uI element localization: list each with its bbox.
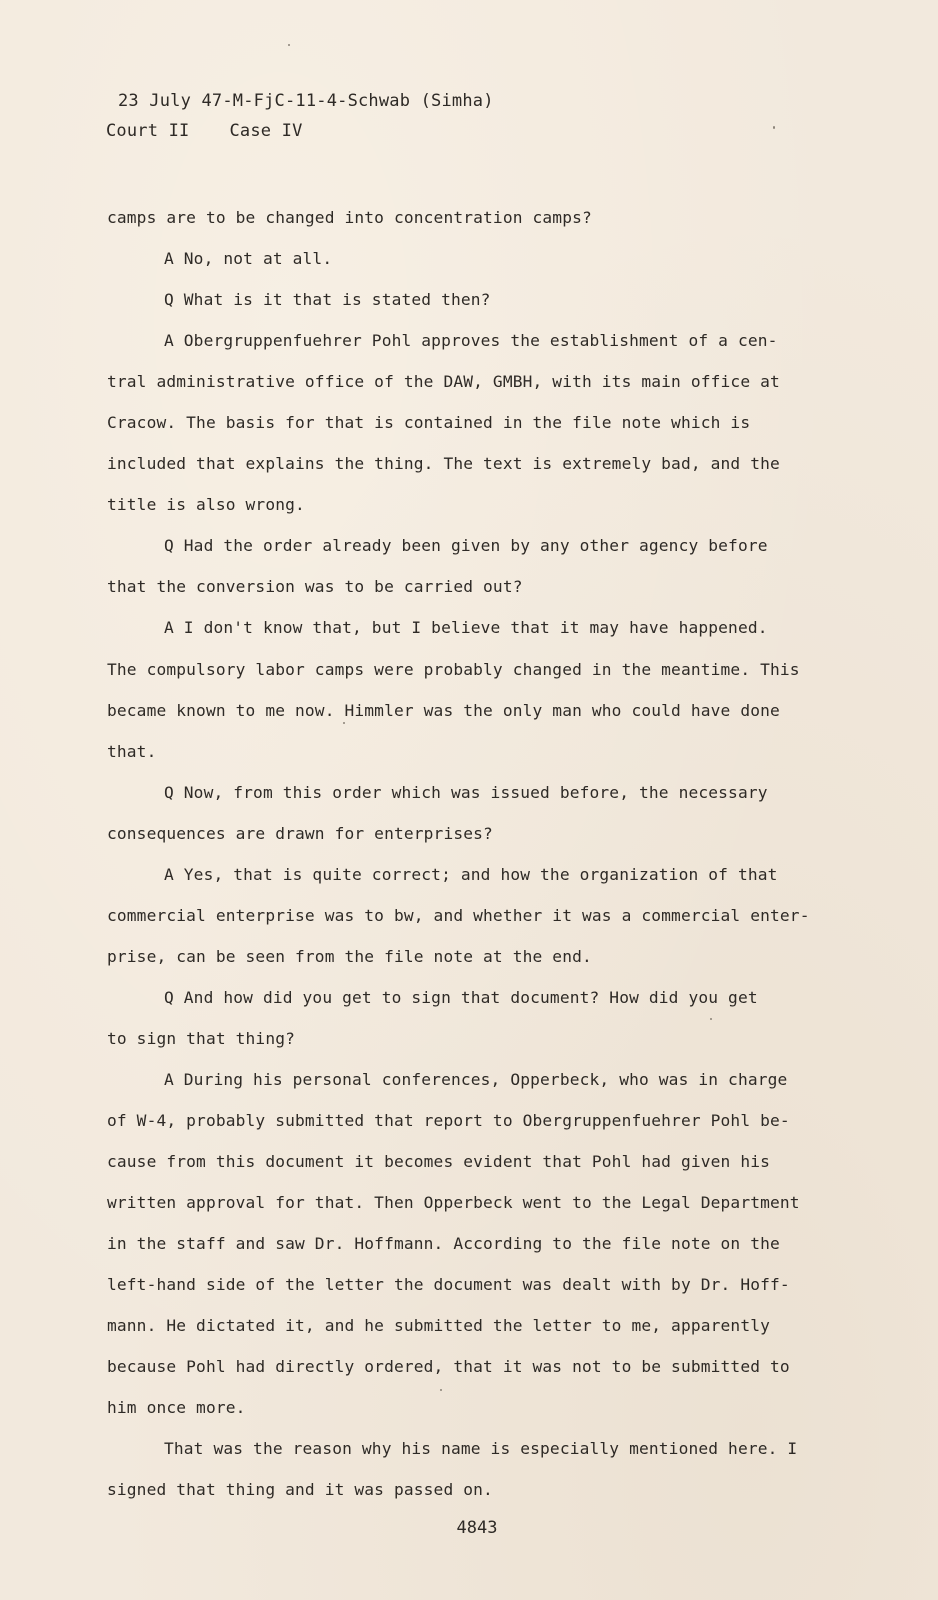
transcript-body [107, 197, 837, 1511]
text-line: A Obergruppenfuehrer Pohl approves the establishment of a cen- [164, 331, 778, 351]
text-line: Cracow. The basis for that is contained in the file note which is [107, 413, 751, 433]
text-line: in the staff and saw Dr. Hoffmann. According to the file note on the [107, 1234, 780, 1254]
text-line: Q What is it that is stated then? [164, 290, 491, 310]
text-line: A I don't know that, but I believe that it may have happened. [164, 618, 768, 638]
text-line: included that explains the thing. The text is extremely bad, and the [107, 454, 780, 474]
text-line: cause from this document it becomes evident that Pohl had given his [107, 1152, 771, 1172]
header-case: Case IV [229, 121, 303, 141]
page-number: 4843 [456, 1518, 498, 1538]
paper-speck [710, 1018, 712, 1020]
text-line: became known to me now. Himmler was the only man who could have done [107, 700, 780, 720]
paper-speck [440, 1389, 442, 1391]
text-line: written approval for that. Then Opperbeck went to the Legal Department [107, 1193, 800, 1213]
header-court-case [106, 116, 494, 146]
text-line: commercial enterprise was to bw, and whether it was a commercial enter- [107, 905, 810, 925]
text-line: A During his personal conferences, Opperbeck, who was in charge [164, 1069, 788, 1089]
text-line: Q Had the order already been given by any other agency before [164, 536, 768, 556]
paper-speck [288, 44, 290, 46]
paper-speck [773, 126, 775, 129]
header-court: Court II [106, 121, 190, 141]
text-line: A Yes, that is quite correct; and how the organization of that [164, 864, 778, 884]
text-line: of W-4, probably submitted that report to Obergruppenfuehrer Pohl be- [107, 1111, 790, 1131]
text-line: mann. He dictated it, and he submitted the letter to me, apparently [107, 1316, 771, 1336]
text-line: tral administrative office of the DAW, GMBH, with its main office at [107, 372, 780, 392]
text-line: title is also wrong. [107, 495, 305, 515]
text-line: prise, can be seen from the file note at the end. [107, 946, 592, 966]
transcript-header [106, 86, 494, 146]
text-line: that the conversion was to be carried out? [107, 577, 523, 597]
text-line: camps are to be changed into concentration camps? [107, 208, 592, 227]
text-line: to sign that thing? [107, 1028, 296, 1048]
text-line: Q And how did you get to sign that document? How did you get [164, 987, 758, 1007]
header-date-reference: 23 July 47-M-FjC-11-4-Schwab (Simha) [118, 91, 494, 111]
paper-speck [343, 722, 345, 724]
text-line: because Pohl had directly ordered, that it was not to be submitted to [107, 1357, 790, 1377]
text-line: The compulsory labor camps were probably changed in the meantime. This [107, 659, 800, 679]
text-line: that. [107, 741, 157, 761]
text-line: Q Now, from this order which was issued before, the necessary [164, 782, 768, 802]
text-line: A No, not at all. [164, 249, 333, 269]
text-line: signed that thing and it was passed on. [107, 1480, 493, 1500]
text-line: left-hand side of the letter the document was dealt with by Dr. Hoff- [107, 1275, 790, 1295]
text-line: consequences are drawn for enterprises? [107, 823, 493, 843]
text-line: That was the reason why his name is especially mentioned here. I [164, 1439, 798, 1459]
text-line: him once more. [107, 1398, 246, 1418]
